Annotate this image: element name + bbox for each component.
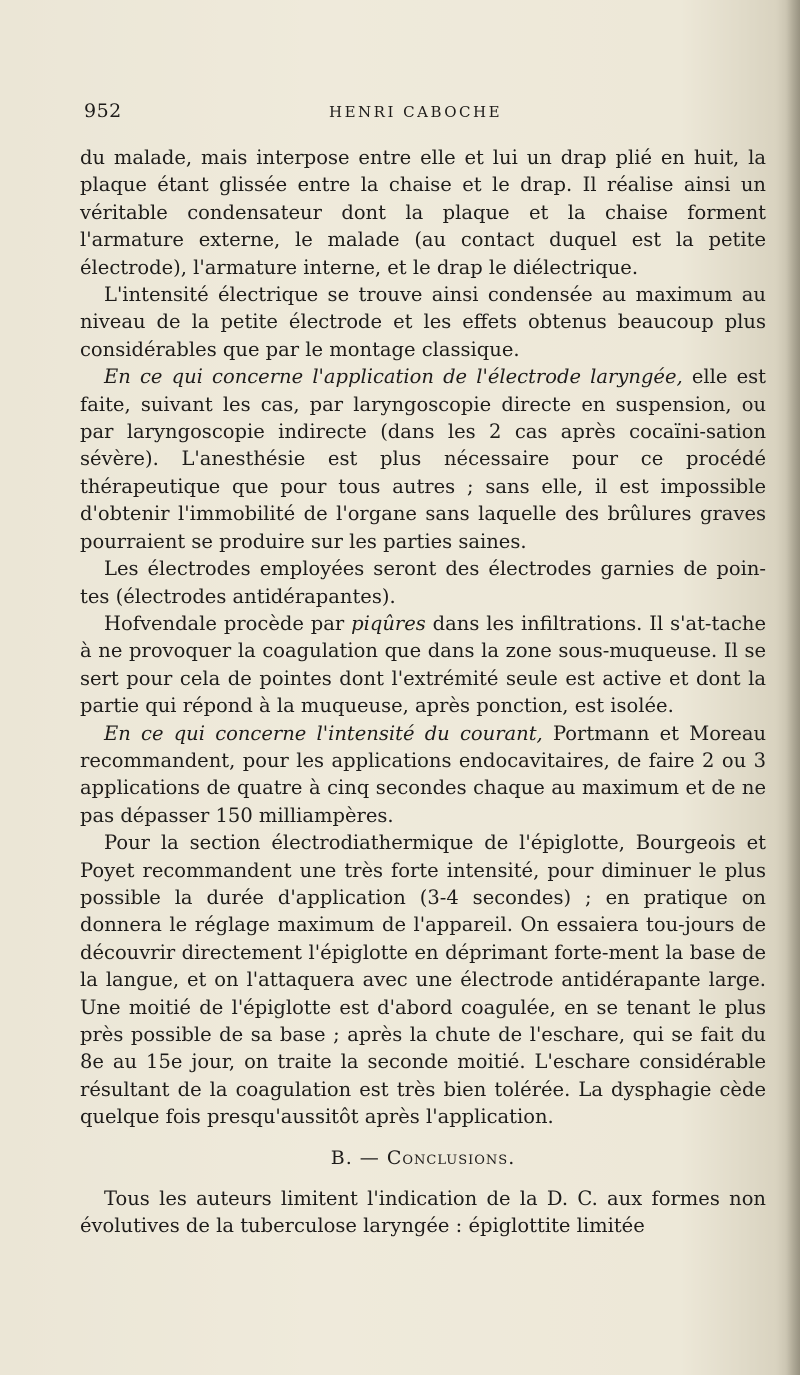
page-number: 952	[84, 100, 122, 122]
running-title: HENRI CABOCHE	[329, 103, 503, 121]
page-edge-shadow	[786, 0, 800, 1375]
paragraph-5-text-before: Hofvendale procède par	[104, 611, 352, 635]
section-title: Conclusions.	[386, 1146, 516, 1169]
paragraph-5-italic-word: piqûres	[351, 611, 426, 635]
paragraph-5-text-after: dans les infiltrations. Il s'at-tache à ne provoquer la coagulation que dans la zone sous-muqueuse. Il se sert pour cela de pointes dont l'extrémité seule est active et dont la partie qui répond à la muqueuse, après ponction, est isolée.	[80, 611, 766, 718]
section-prefix: B. —	[330, 1146, 387, 1169]
paragraph-7: Pour la section électrodiathermique de l'épiglotte, Bourgeois et Poyet recommandent une très forte intensité, pour diminuer le plus possible la durée d'application (3-4 secondes) ; en pratique on donnera le réglage maximum de l'appareil. On essaiera tou-jours de découvrir directement l'épiglotte en déprimant forte-ment la base de la langue, et on l'attaquera avec une électrode antidérapante large. Une moitié de l'épiglotte est d'abord coagulée, en se tenant le plus près possible de sa base ; après la chute de l'eschare, qui se fait du 8e au 15e jour, on traite la seconde moitié. L'eschare considérable résultant de la coagulation est très bien tolérée. La dysphagie cède quelque fois presqu'aussitôt après l'application.	[80, 831, 766, 1129]
paragraph-3-text: elle est faite, suivant les cas, par laryngoscopie directe en suspension, ou par laryngoscopie indirecte (dans les 2 cas après cocaïni-sation sévère). L'anesthésie est plus nécessaire pour ce procédé thérapeutique que pour tous autres ; sans elle, il est impossible d'obtenir l'immobilité de l'organe sans laquelle des brûlures graves pourraient se produire sur les parties saines.	[80, 365, 766, 553]
paragraph-3-italic-lead: En ce qui concerne l'application de l'électrode laryngée,	[104, 365, 683, 389]
running-head	[84, 100, 770, 130]
paragraph-6-italic-lead: En ce qui concerne l'intensité du courant,	[104, 721, 543, 745]
body-text	[80, 144, 766, 1239]
paragraph-1: du malade, mais interpose entre elle et lui un drap plié en huit, la plaque étant glissée entre la chaise et le drap. Il réalise ainsi un véritable condensateur dont la plaque et la chaise forment l'armature externe, le malade (au contact duquel est la petite électrode), l'armature interne, et le drap le diélectrique.	[80, 146, 766, 279]
paragraph-6-text: Portmann et Moreau recommandent, pour les applications endocavitaires, de faire 2 ou 3 applications de quatre à cinq secondes chaque au maximum et de ne pas dépasser 150 milliampères.	[80, 721, 766, 827]
paragraph-4: Les électrodes employées seront des électrodes garnies de poin-tes (électrodes antidérapantes).	[80, 557, 766, 608]
section-heading	[80, 1147, 766, 1169]
paragraph-final: Tous les auteurs limitent l'indication de la D. C. aux formes non évolutives de la tuberculose laryngée : épiglottite limitée	[80, 1186, 766, 1238]
paragraph-3	[80, 363, 766, 555]
paragraph-2: L'intensité électrique se trouve ainsi condensée au maximum au niveau de la petite électrode et les effets obtenus beaucoup plus considérables que par le montage classique.	[80, 283, 766, 361]
paragraph-5	[80, 610, 766, 720]
paragraph-6	[80, 720, 766, 830]
